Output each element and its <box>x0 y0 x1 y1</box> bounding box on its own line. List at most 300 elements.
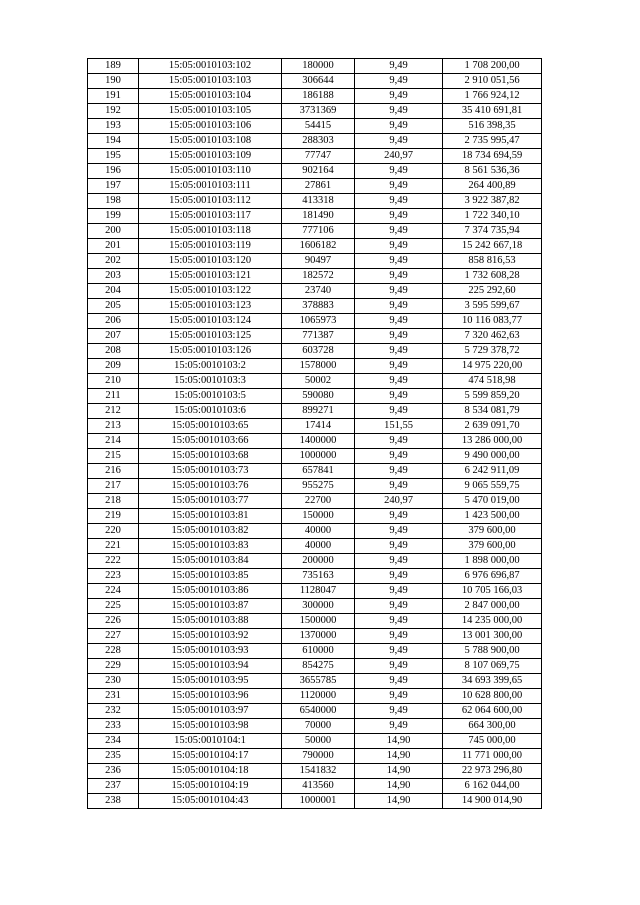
table-row <box>88 119 542 134</box>
area-cell: 610000 <box>282 644 355 659</box>
specific-value-cell: 9,49 <box>355 314 443 329</box>
area-cell: 790000 <box>282 749 355 764</box>
table-row <box>88 659 542 674</box>
cadastral-value-cell: 1 423 500,00 <box>443 509 542 524</box>
area-cell: 17414 <box>282 419 355 434</box>
specific-value-cell: 240,97 <box>355 149 443 164</box>
specific-value-cell: 14,90 <box>355 779 443 794</box>
row-number-cell: 222 <box>88 554 139 569</box>
table-row <box>88 434 542 449</box>
cadastral-number-cell: 15:05:0010103:98 <box>139 719 282 734</box>
cadastral-number-cell: 15:05:0010103:119 <box>139 239 282 254</box>
cadastral-value-cell: 11 771 000,00 <box>443 749 542 764</box>
cadastral-number-cell: 15:05:0010103:124 <box>139 314 282 329</box>
area-cell: 590080 <box>282 389 355 404</box>
specific-value-cell: 9,49 <box>355 374 443 389</box>
specific-value-cell: 9,49 <box>355 644 443 659</box>
row-number-cell: 202 <box>88 254 139 269</box>
area-cell: 288303 <box>282 134 355 149</box>
cadastral-number-cell: 15:05:0010103:117 <box>139 209 282 224</box>
area-cell: 200000 <box>282 554 355 569</box>
table-row <box>88 779 542 794</box>
cadastral-value-cell: 745 000,00 <box>443 734 542 749</box>
table-row <box>88 719 542 734</box>
table-row <box>88 239 542 254</box>
cadastral-value-cell: 10 116 083,77 <box>443 314 542 329</box>
table-row <box>88 419 542 434</box>
table-row <box>88 599 542 614</box>
specific-value-cell: 9,49 <box>355 509 443 524</box>
row-number-cell: 193 <box>88 119 139 134</box>
cadastral-value-cell: 14 235 000,00 <box>443 614 542 629</box>
cadastral-number-cell: 15:05:0010103:92 <box>139 629 282 644</box>
row-number-cell: 230 <box>88 674 139 689</box>
row-number-cell: 227 <box>88 629 139 644</box>
cadastral-value-cell: 5 788 900,00 <box>443 644 542 659</box>
row-number-cell: 207 <box>88 329 139 344</box>
table-row <box>88 179 542 194</box>
area-cell: 22700 <box>282 494 355 509</box>
area-cell: 50002 <box>282 374 355 389</box>
cadastral-number-cell: 15:05:0010103:111 <box>139 179 282 194</box>
table-row <box>88 509 542 524</box>
table-row <box>88 104 542 119</box>
table-row <box>88 89 542 104</box>
cadastral-number-cell: 15:05:0010103:109 <box>139 149 282 164</box>
table-row <box>88 494 542 509</box>
area-cell: 854275 <box>282 659 355 674</box>
area-cell: 182572 <box>282 269 355 284</box>
cadastral-number-cell: 15:05:0010103:105 <box>139 104 282 119</box>
area-cell: 181490 <box>282 209 355 224</box>
row-number-cell: 226 <box>88 614 139 629</box>
cadastral-number-cell: 15:05:0010103:82 <box>139 524 282 539</box>
cadastral-value-cell: 5 599 859,20 <box>443 389 542 404</box>
row-number-cell: 232 <box>88 704 139 719</box>
specific-value-cell: 9,49 <box>355 179 443 194</box>
cadastral-number-cell: 15:05:0010103:65 <box>139 419 282 434</box>
specific-value-cell: 9,49 <box>355 614 443 629</box>
specific-value-cell: 9,49 <box>355 524 443 539</box>
cadastral-value-cell: 664 300,00 <box>443 719 542 734</box>
row-number-cell: 192 <box>88 104 139 119</box>
specific-value-cell: 9,49 <box>355 269 443 284</box>
row-number-cell: 220 <box>88 524 139 539</box>
cadastral-value-cell: 9 490 000,00 <box>443 449 542 464</box>
cadastral-number-cell: 15:05:0010103:102 <box>139 59 282 74</box>
row-number-cell: 231 <box>88 689 139 704</box>
specific-value-cell: 9,49 <box>355 224 443 239</box>
area-cell: 1128047 <box>282 584 355 599</box>
area-cell: 77747 <box>282 149 355 164</box>
cadastral-value-cell: 379 600,00 <box>443 524 542 539</box>
row-number-cell: 199 <box>88 209 139 224</box>
cadastral-value-cell: 2 735 995,47 <box>443 134 542 149</box>
cadastral-number-cell: 15:05:0010103:108 <box>139 134 282 149</box>
specific-value-cell: 9,49 <box>355 359 443 374</box>
table-row <box>88 749 542 764</box>
table-row <box>88 254 542 269</box>
specific-value-cell: 9,49 <box>355 704 443 719</box>
cadastral-value-cell: 858 816,53 <box>443 254 542 269</box>
row-number-cell: 203 <box>88 269 139 284</box>
table-row <box>88 734 542 749</box>
row-number-cell: 208 <box>88 344 139 359</box>
cadastral-value-cell: 22 973 296,80 <box>443 764 542 779</box>
area-cell: 902164 <box>282 164 355 179</box>
area-cell: 1400000 <box>282 434 355 449</box>
specific-value-cell: 9,49 <box>355 119 443 134</box>
specific-value-cell: 9,49 <box>355 284 443 299</box>
specific-value-cell: 9,49 <box>355 74 443 89</box>
cadastral-value-cell: 1 766 924,12 <box>443 89 542 104</box>
cadastral-number-cell: 15:05:0010103:94 <box>139 659 282 674</box>
area-cell: 70000 <box>282 719 355 734</box>
table-row <box>88 554 542 569</box>
row-number-cell: 225 <box>88 599 139 614</box>
table-row <box>88 479 542 494</box>
specific-value-cell: 9,49 <box>355 254 443 269</box>
cadastral-number-cell: 15:05:0010103:96 <box>139 689 282 704</box>
row-number-cell: 189 <box>88 59 139 74</box>
row-number-cell: 209 <box>88 359 139 374</box>
table-row <box>88 629 542 644</box>
area-cell: 186188 <box>282 89 355 104</box>
table-row <box>88 674 542 689</box>
specific-value-cell: 9,49 <box>355 404 443 419</box>
specific-value-cell: 9,49 <box>355 539 443 554</box>
row-number-cell: 237 <box>88 779 139 794</box>
cadastral-value-cell: 1 732 608,28 <box>443 269 542 284</box>
area-cell: 90497 <box>282 254 355 269</box>
row-number-cell: 235 <box>88 749 139 764</box>
table-row <box>88 404 542 419</box>
cadastral-value-cell: 264 400,89 <box>443 179 542 194</box>
table-row <box>88 224 542 239</box>
row-number-cell: 198 <box>88 194 139 209</box>
cadastral-value-cell: 379 600,00 <box>443 539 542 554</box>
area-cell: 1500000 <box>282 614 355 629</box>
cadastral-value-cell: 14 900 014,90 <box>443 794 542 809</box>
row-number-cell: 221 <box>88 539 139 554</box>
area-cell: 899271 <box>282 404 355 419</box>
cadastral-value-cell: 2 639 091,70 <box>443 419 542 434</box>
cadastral-value-cell: 3 922 387,82 <box>443 194 542 209</box>
specific-value-cell: 9,49 <box>355 449 443 464</box>
specific-value-cell: 9,49 <box>355 299 443 314</box>
table-row <box>88 284 542 299</box>
area-cell: 955275 <box>282 479 355 494</box>
row-number-cell: 219 <box>88 509 139 524</box>
cadastral-value-cell: 8 534 081,79 <box>443 404 542 419</box>
area-cell: 27861 <box>282 179 355 194</box>
row-number-cell: 238 <box>88 794 139 809</box>
row-number-cell: 201 <box>88 239 139 254</box>
area-cell: 735163 <box>282 569 355 584</box>
table-row <box>88 794 542 809</box>
cadastral-value-cell: 9 065 559,75 <box>443 479 542 494</box>
cadastral-number-cell: 15:05:0010104:17 <box>139 749 282 764</box>
specific-value-cell: 9,49 <box>355 89 443 104</box>
row-number-cell: 204 <box>88 284 139 299</box>
specific-value-cell: 9,49 <box>355 59 443 74</box>
row-number-cell: 234 <box>88 734 139 749</box>
cadastral-value-cell: 8 561 536,36 <box>443 164 542 179</box>
area-cell: 23740 <box>282 284 355 299</box>
area-cell: 40000 <box>282 524 355 539</box>
specific-value-cell: 9,49 <box>355 674 443 689</box>
cadastral-number-cell: 15:05:0010103:120 <box>139 254 282 269</box>
area-cell: 50000 <box>282 734 355 749</box>
row-number-cell: 228 <box>88 644 139 659</box>
cadastral-number-cell: 15:05:0010103:86 <box>139 584 282 599</box>
table-row <box>88 689 542 704</box>
specific-value-cell: 9,49 <box>355 329 443 344</box>
specific-value-cell: 9,49 <box>355 239 443 254</box>
area-cell: 306644 <box>282 74 355 89</box>
specific-value-cell: 9,49 <box>355 194 443 209</box>
cadastral-number-cell: 15:05:0010104:1 <box>139 734 282 749</box>
area-cell: 300000 <box>282 599 355 614</box>
area-cell: 413560 <box>282 779 355 794</box>
cadastral-number-cell: 15:05:0010103:95 <box>139 674 282 689</box>
area-cell: 6540000 <box>282 704 355 719</box>
cadastral-value-cell: 13 001 300,00 <box>443 629 542 644</box>
row-number-cell: 205 <box>88 299 139 314</box>
cadastral-number-cell: 15:05:0010103:5 <box>139 389 282 404</box>
specific-value-cell: 14,90 <box>355 749 443 764</box>
cadastral-value-cell: 13 286 000,00 <box>443 434 542 449</box>
table-row <box>88 164 542 179</box>
specific-value-cell: 9,49 <box>355 464 443 479</box>
cadastral-value-cell: 3 595 599,67 <box>443 299 542 314</box>
area-cell: 150000 <box>282 509 355 524</box>
row-number-cell: 223 <box>88 569 139 584</box>
cadastral-number-cell: 15:05:0010103:121 <box>139 269 282 284</box>
row-number-cell: 197 <box>88 179 139 194</box>
table-row <box>88 569 542 584</box>
table-row <box>88 764 542 779</box>
area-cell: 1541832 <box>282 764 355 779</box>
cadastral-value-cell: 516 398,35 <box>443 119 542 134</box>
specific-value-cell: 14,90 <box>355 734 443 749</box>
row-number-cell: 214 <box>88 434 139 449</box>
table-row <box>88 449 542 464</box>
specific-value-cell: 9,49 <box>355 209 443 224</box>
specific-value-cell: 9,49 <box>355 479 443 494</box>
cadastral-number-cell: 15:05:0010103:88 <box>139 614 282 629</box>
cadastral-number-cell: 15:05:0010103:6 <box>139 404 282 419</box>
table-row <box>88 344 542 359</box>
cadastral-number-cell: 15:05:0010103:83 <box>139 539 282 554</box>
cadastral-number-cell: 15:05:0010103:76 <box>139 479 282 494</box>
cadastral-number-cell: 15:05:0010104:19 <box>139 779 282 794</box>
table-row <box>88 359 542 374</box>
area-cell: 1120000 <box>282 689 355 704</box>
row-number-cell: 195 <box>88 149 139 164</box>
table-row <box>88 524 542 539</box>
cadastral-number-cell: 15:05:0010103:3 <box>139 374 282 389</box>
area-cell: 180000 <box>282 59 355 74</box>
table-row <box>88 59 542 74</box>
row-number-cell: 191 <box>88 89 139 104</box>
cadastral-value-cell: 7 320 462,63 <box>443 329 542 344</box>
cadastral-number-cell: 15:05:0010103:123 <box>139 299 282 314</box>
table-row <box>88 644 542 659</box>
cadastral-number-cell: 15:05:0010103:106 <box>139 119 282 134</box>
table-row <box>88 74 542 89</box>
area-cell: 657841 <box>282 464 355 479</box>
cadastral-value-cell: 15 242 667,18 <box>443 239 542 254</box>
area-cell: 1000001 <box>282 794 355 809</box>
cadastral-value-cell: 1 708 200,00 <box>443 59 542 74</box>
table-row <box>88 374 542 389</box>
cadastral-number-cell: 15:05:0010103:85 <box>139 569 282 584</box>
cadastral-number-cell: 15:05:0010103:126 <box>139 344 282 359</box>
row-number-cell: 196 <box>88 164 139 179</box>
cadastral-number-cell: 15:05:0010103:84 <box>139 554 282 569</box>
table-row <box>88 209 542 224</box>
table-row <box>88 539 542 554</box>
cadastral-number-cell: 15:05:0010103:104 <box>139 89 282 104</box>
specific-value-cell: 9,49 <box>355 584 443 599</box>
row-number-cell: 218 <box>88 494 139 509</box>
cadastral-value-cell: 18 734 694,59 <box>443 149 542 164</box>
cadastral-value-cell: 6 162 044,00 <box>443 779 542 794</box>
specific-value-cell: 9,49 <box>355 689 443 704</box>
row-number-cell: 229 <box>88 659 139 674</box>
specific-value-cell: 151,55 <box>355 419 443 434</box>
cadastral-number-cell: 15:05:0010104:43 <box>139 794 282 809</box>
table-row <box>88 269 542 284</box>
cadastral-value-cell: 10 628 800,00 <box>443 689 542 704</box>
row-number-cell: 215 <box>88 449 139 464</box>
row-number-cell: 233 <box>88 719 139 734</box>
area-cell: 413318 <box>282 194 355 209</box>
cadastral-number-cell: 15:05:0010103:97 <box>139 704 282 719</box>
area-cell: 777106 <box>282 224 355 239</box>
cadastral-number-cell: 15:05:0010103:118 <box>139 224 282 239</box>
table-row <box>88 389 542 404</box>
cadastral-number-cell: 15:05:0010103:112 <box>139 194 282 209</box>
specific-value-cell: 9,49 <box>355 554 443 569</box>
row-number-cell: 212 <box>88 404 139 419</box>
table-body <box>88 59 542 809</box>
cadastral-number-cell: 15:05:0010103:81 <box>139 509 282 524</box>
table-row <box>88 299 542 314</box>
table-row <box>88 464 542 479</box>
row-number-cell: 210 <box>88 374 139 389</box>
cadastral-value-cell: 6 242 911,09 <box>443 464 542 479</box>
cadastral-value-cell: 1 722 340,10 <box>443 209 542 224</box>
cadastral-value-cell: 474 518,98 <box>443 374 542 389</box>
row-number-cell: 236 <box>88 764 139 779</box>
cadastral-number-cell: 15:05:0010103:93 <box>139 644 282 659</box>
cadastral-number-cell: 15:05:0010103:122 <box>139 284 282 299</box>
area-cell: 771387 <box>282 329 355 344</box>
cadastral-value-cell: 8 107 069,75 <box>443 659 542 674</box>
cadastral-value-cell: 225 292,60 <box>443 284 542 299</box>
area-cell: 1000000 <box>282 449 355 464</box>
cadastral-number-cell: 15:05:0010103:68 <box>139 449 282 464</box>
cadastral-value-cell: 5 470 019,00 <box>443 494 542 509</box>
cadastral-number-cell: 15:05:0010103:77 <box>139 494 282 509</box>
row-number-cell: 216 <box>88 464 139 479</box>
cadastral-value-cell: 5 729 378,72 <box>443 344 542 359</box>
row-number-cell: 190 <box>88 74 139 89</box>
area-cell: 1606182 <box>282 239 355 254</box>
specific-value-cell: 9,49 <box>355 434 443 449</box>
area-cell: 40000 <box>282 539 355 554</box>
row-number-cell: 194 <box>88 134 139 149</box>
area-cell: 603728 <box>282 344 355 359</box>
cadastral-value-cell: 35 410 691,81 <box>443 104 542 119</box>
cadastral-value-table <box>87 58 542 809</box>
specific-value-cell: 9,49 <box>355 134 443 149</box>
row-number-cell: 211 <box>88 389 139 404</box>
cadastral-number-cell: 15:05:0010103:103 <box>139 74 282 89</box>
cadastral-number-cell: 15:05:0010103:87 <box>139 599 282 614</box>
cadastral-value-cell: 7 374 735,94 <box>443 224 542 239</box>
cadastral-value-cell: 2 847 000,00 <box>443 599 542 614</box>
specific-value-cell: 9,49 <box>355 104 443 119</box>
row-number-cell: 200 <box>88 224 139 239</box>
specific-value-cell: 14,90 <box>355 764 443 779</box>
cadastral-value-cell: 10 705 166,03 <box>443 584 542 599</box>
cadastral-value-cell: 14 975 220,00 <box>443 359 542 374</box>
area-cell: 54415 <box>282 119 355 134</box>
row-number-cell: 224 <box>88 584 139 599</box>
specific-value-cell: 9,49 <box>355 629 443 644</box>
row-number-cell: 217 <box>88 479 139 494</box>
cadastral-number-cell: 15:05:0010103:125 <box>139 329 282 344</box>
area-cell: 378883 <box>282 299 355 314</box>
row-number-cell: 213 <box>88 419 139 434</box>
area-cell: 1065973 <box>282 314 355 329</box>
cadastral-value-cell: 62 064 600,00 <box>443 704 542 719</box>
cadastral-value-cell: 6 976 696,87 <box>443 569 542 584</box>
specific-value-cell: 9,49 <box>355 599 443 614</box>
specific-value-cell: 9,49 <box>355 569 443 584</box>
specific-value-cell: 9,49 <box>355 659 443 674</box>
table-row <box>88 614 542 629</box>
table-row <box>88 194 542 209</box>
specific-value-cell: 9,49 <box>355 719 443 734</box>
table-row <box>88 149 542 164</box>
area-cell: 1370000 <box>282 629 355 644</box>
cadastral-value-cell: 2 910 051,56 <box>443 74 542 89</box>
specific-value-cell: 9,49 <box>355 164 443 179</box>
area-cell: 3731369 <box>282 104 355 119</box>
cadastral-number-cell: 15:05:0010103:110 <box>139 164 282 179</box>
table-row <box>88 704 542 719</box>
cadastral-number-cell: 15:05:0010103:66 <box>139 434 282 449</box>
table-row <box>88 134 542 149</box>
document-page <box>87 58 541 809</box>
cadastral-number-cell: 15:05:0010104:18 <box>139 764 282 779</box>
cadastral-value-cell: 1 898 000,00 <box>443 554 542 569</box>
table-row <box>88 314 542 329</box>
area-cell: 3655785 <box>282 674 355 689</box>
specific-value-cell: 240,97 <box>355 494 443 509</box>
row-number-cell: 206 <box>88 314 139 329</box>
area-cell: 1578000 <box>282 359 355 374</box>
table-row <box>88 584 542 599</box>
cadastral-value-cell: 34 693 399,65 <box>443 674 542 689</box>
table-row <box>88 329 542 344</box>
specific-value-cell: 9,49 <box>355 344 443 359</box>
specific-value-cell: 9,49 <box>355 389 443 404</box>
